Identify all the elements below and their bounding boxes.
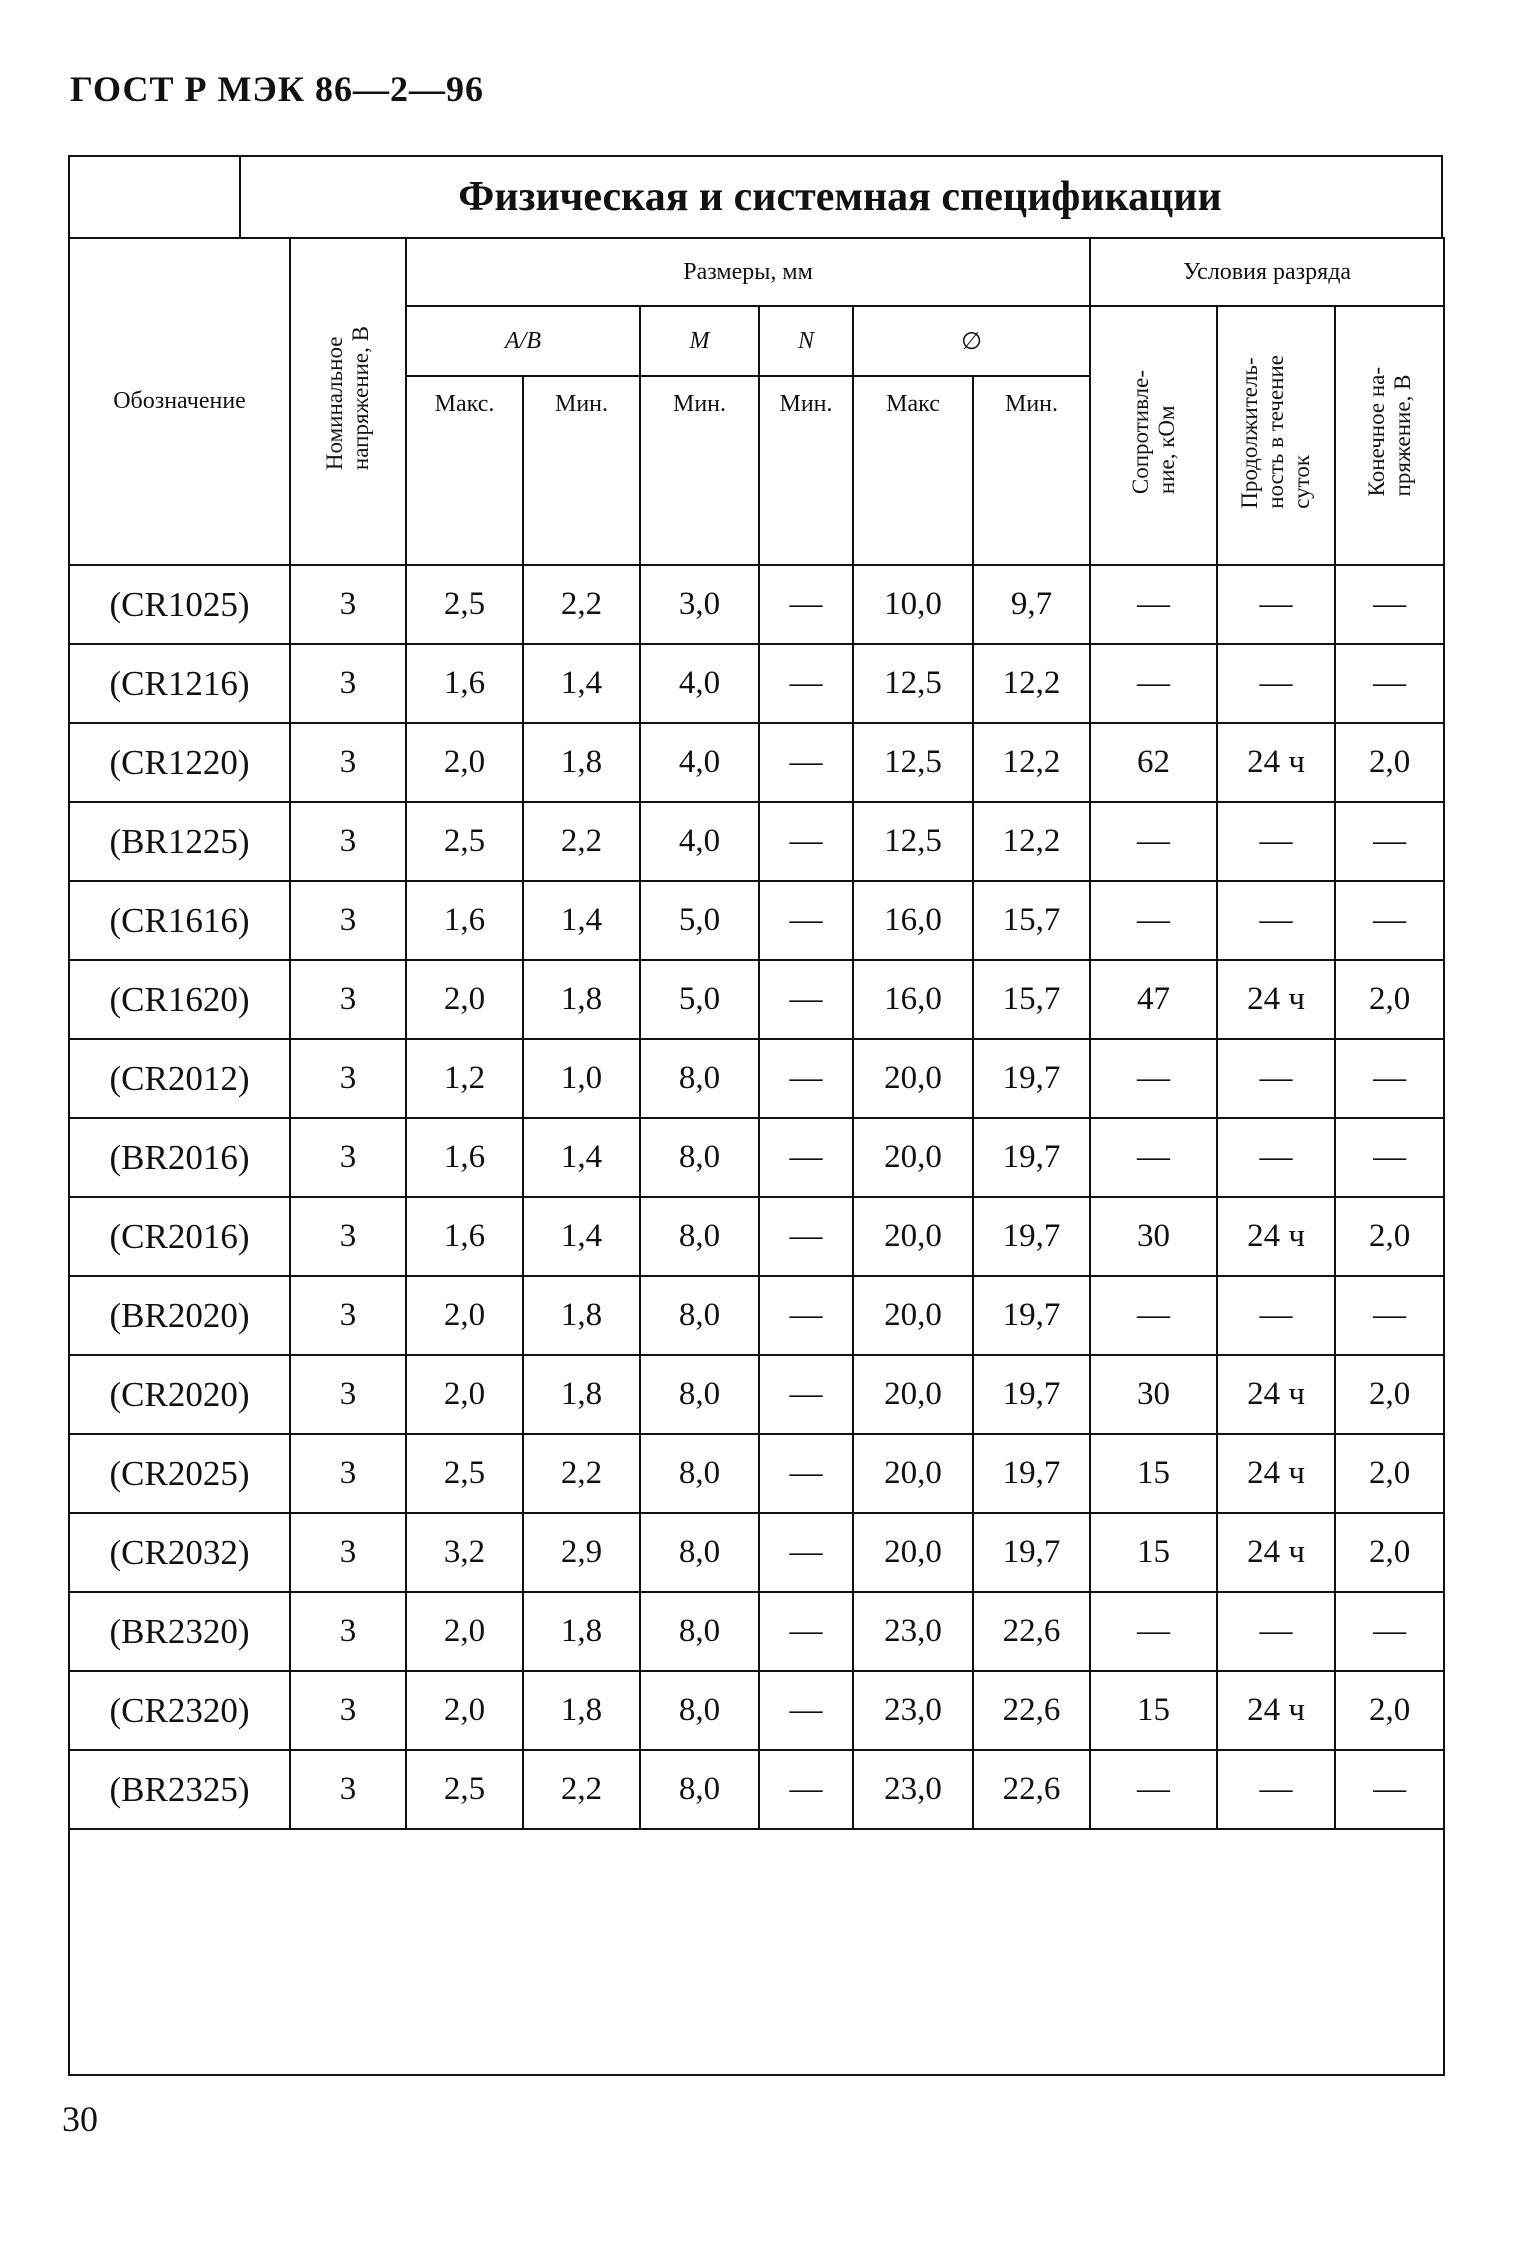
table-cell: 15,7: [973, 881, 1090, 960]
table-cell: 20,0: [853, 1434, 973, 1513]
table-cell: 2,0: [1335, 960, 1444, 1039]
table-cell: 2,2: [523, 802, 640, 881]
table-cell: —: [759, 1197, 853, 1276]
table-cell: 12,2: [973, 644, 1090, 723]
table-cell: —: [1217, 1118, 1335, 1197]
header-diameter-min: Мин.: [973, 376, 1090, 565]
header-resistance: Сопротивле- ние, кОм: [1090, 306, 1217, 565]
table-title: Физическая и системная спецификации: [458, 174, 1222, 220]
table-cell: 19,7: [973, 1513, 1090, 1592]
table-cell: 23,0: [853, 1750, 973, 1829]
table-cell: 24 ч: [1217, 960, 1335, 1039]
table-cell: —: [759, 1118, 853, 1197]
table-cell: —: [759, 723, 853, 802]
designation-cell: (BR2016): [69, 1118, 290, 1197]
header-duration: Продолжитель- ность в течение суток: [1217, 306, 1335, 565]
table-cell: —: [1217, 1592, 1335, 1671]
table-cell: 3: [290, 1592, 406, 1671]
table-cell: 30: [1090, 1355, 1217, 1434]
table-cell: 8,0: [640, 1671, 759, 1750]
table-cell: —: [759, 802, 853, 881]
table-cell: —: [1335, 1118, 1444, 1197]
table-cell: 2,5: [406, 565, 523, 644]
table-cell: 2,0: [406, 1276, 523, 1355]
table-cell: 8,0: [640, 1592, 759, 1671]
table-cell: —: [1217, 802, 1335, 881]
header-m-min: Мин.: [640, 376, 759, 565]
table-cell: 3: [290, 881, 406, 960]
table-cell: 1,6: [406, 644, 523, 723]
table-cell: —: [1335, 644, 1444, 723]
table-cell: 3: [290, 1750, 406, 1829]
table-cell: —: [1090, 1750, 1217, 1829]
table-cell: 2,0: [1335, 723, 1444, 802]
table-cell: 1,4: [523, 644, 640, 723]
title-box: [68, 155, 1443, 239]
table-cell: 2,5: [406, 802, 523, 881]
table-cell: 2,0: [406, 1671, 523, 1750]
header-diameter-max: Макс: [853, 376, 973, 565]
table-cell: 8,0: [640, 1355, 759, 1434]
header-m: M: [640, 306, 759, 376]
table-cell: 2,0: [1335, 1355, 1444, 1434]
table-row: [69, 881, 1444, 960]
table-cell: 3: [290, 1276, 406, 1355]
table-cell: 2,0: [1335, 1671, 1444, 1750]
table-cell: 2,0: [406, 1592, 523, 1671]
table-cell: 8,0: [640, 1513, 759, 1592]
table-cell: 3: [290, 960, 406, 1039]
table-cell: 1,8: [523, 1671, 640, 1750]
table-cell: 1,6: [406, 1118, 523, 1197]
table-cell: 22,6: [973, 1750, 1090, 1829]
table-cell: 3: [290, 802, 406, 881]
table-cell: 2,5: [406, 1434, 523, 1513]
table-cell: 1,6: [406, 881, 523, 960]
table-cell: —: [1217, 644, 1335, 723]
table-cell: 4,0: [640, 723, 759, 802]
header-dimensions: Размеры, мм: [406, 238, 1090, 306]
table-cell: 2,5: [406, 1750, 523, 1829]
table-cell: —: [759, 1355, 853, 1434]
table-cell: —: [759, 1671, 853, 1750]
table-cell: 3: [290, 565, 406, 644]
table-cell: 20,0: [853, 1513, 973, 1592]
table-cell: 20,0: [853, 1276, 973, 1355]
table-cell: 12,5: [853, 644, 973, 723]
designation-cell: (BR2325): [69, 1750, 290, 1829]
designation-cell: (CR1616): [69, 881, 290, 960]
table-row: [69, 960, 1444, 1039]
table-cell: 3: [290, 1039, 406, 1118]
table-cell: —: [1335, 1276, 1444, 1355]
table-cell: 24 ч: [1217, 1513, 1335, 1592]
table-row: [69, 1750, 1444, 1829]
table-cell: 8,0: [640, 1276, 759, 1355]
table-cell: 12,5: [853, 802, 973, 881]
table-cell: 15,7: [973, 960, 1090, 1039]
table-cell: 3: [290, 1118, 406, 1197]
table-cell: 20,0: [853, 1197, 973, 1276]
table-cell: —: [1335, 1750, 1444, 1829]
table-cell: 2,0: [1335, 1434, 1444, 1513]
table-cell: 3: [290, 723, 406, 802]
table-row: [69, 1118, 1444, 1197]
header-end-voltage: Конечное на- пряжение, В: [1335, 306, 1444, 565]
header-nominal-voltage: Номинальное напряжение, В: [290, 238, 406, 565]
designation-cell: (BR2020): [69, 1276, 290, 1355]
table-row: [69, 1592, 1444, 1671]
table-cell: 3,2: [406, 1513, 523, 1592]
designation-cell: (BR1225): [69, 802, 290, 881]
table-cell: 12,2: [973, 723, 1090, 802]
document-header: ГОСТ Р МЭК 86—2—96: [70, 69, 484, 109]
table-row: [69, 565, 1444, 644]
table-cell: —: [1217, 1276, 1335, 1355]
table-cell: 12,2: [973, 802, 1090, 881]
table-cell: 16,0: [853, 881, 973, 960]
table-cell: 8,0: [640, 1118, 759, 1197]
table-cell: 2,9: [523, 1513, 640, 1592]
header-diameter: ∅: [853, 306, 1090, 376]
table-cell: 1,4: [523, 1197, 640, 1276]
table-cell: —: [759, 1276, 853, 1355]
table-cell: 15: [1090, 1513, 1217, 1592]
table-cell: 19,7: [973, 1276, 1090, 1355]
table-cell: —: [1090, 1039, 1217, 1118]
table-cell: —: [759, 1750, 853, 1829]
table-cell: 4,0: [640, 802, 759, 881]
table-cell: —: [1217, 881, 1335, 960]
designation-cell: (CR1025): [69, 565, 290, 644]
table-cell: —: [759, 1039, 853, 1118]
table-cell: 5,0: [640, 881, 759, 960]
table-cell: 1,8: [523, 1355, 640, 1434]
table-row: [69, 644, 1444, 723]
designation-cell: (CR2012): [69, 1039, 290, 1118]
table-cell: 23,0: [853, 1592, 973, 1671]
table-cell: 19,7: [973, 1197, 1090, 1276]
table-cell: 62: [1090, 723, 1217, 802]
table-cell: 8,0: [640, 1434, 759, 1513]
designation-cell: (CR2320): [69, 1671, 290, 1750]
table-cell: 2,0: [1335, 1197, 1444, 1276]
table-cell: —: [759, 1434, 853, 1513]
table-row: [69, 1513, 1444, 1592]
table-cell: 2,2: [523, 1750, 640, 1829]
header-ab-max: Макс.: [406, 376, 523, 565]
table-cell: 19,7: [973, 1039, 1090, 1118]
table-cell: 2,0: [1335, 1513, 1444, 1592]
table-row: [69, 1039, 1444, 1118]
table-cell: —: [1090, 644, 1217, 723]
table-cell: —: [1335, 1039, 1444, 1118]
table-cell: —: [1335, 802, 1444, 881]
header-n-min: Мин.: [759, 376, 853, 565]
table-cell: 19,7: [973, 1355, 1090, 1434]
designation-cell: (CR2020): [69, 1355, 290, 1434]
table-cell: 20,0: [853, 1118, 973, 1197]
table-cell: 15: [1090, 1671, 1217, 1750]
table-cell: —: [759, 1592, 853, 1671]
table-cell: 24 ч: [1217, 1671, 1335, 1750]
table-cell: —: [1335, 1592, 1444, 1671]
table-row: [69, 1671, 1444, 1750]
table-cell: 8,0: [640, 1039, 759, 1118]
table-cell: 5,0: [640, 960, 759, 1039]
table-row: [69, 802, 1444, 881]
title-left-cell: [70, 157, 241, 237]
table-cell: 3: [290, 1197, 406, 1276]
table-cell: 47: [1090, 960, 1217, 1039]
table-cell: 1,8: [523, 960, 640, 1039]
table-cell: 2,0: [406, 1355, 523, 1434]
table-cell: 1,8: [523, 1592, 640, 1671]
table-row: [69, 1276, 1444, 1355]
table-cell: 4,0: [640, 644, 759, 723]
spec-table: [68, 237, 1445, 2076]
header-designation: Обозначение: [69, 238, 290, 565]
table-cell: —: [1090, 1276, 1217, 1355]
table-cell: —: [1090, 1118, 1217, 1197]
table-cell: 1,4: [523, 881, 640, 960]
table-cell: —: [759, 960, 853, 1039]
table-cell: 1,4: [523, 1118, 640, 1197]
table-cell: 10,0: [853, 565, 973, 644]
table-cell: 23,0: [853, 1671, 973, 1750]
table-cell: 3: [290, 644, 406, 723]
table-row: [69, 723, 1444, 802]
table-cell: —: [1217, 1750, 1335, 1829]
table-cell: 24 ч: [1217, 723, 1335, 802]
designation-cell: (CR1220): [69, 723, 290, 802]
table-cell: 22,6: [973, 1592, 1090, 1671]
table-cell: 2,2: [523, 565, 640, 644]
table-cell: —: [1335, 565, 1444, 644]
table-cell: 20,0: [853, 1355, 973, 1434]
table-cell: 2,0: [406, 723, 523, 802]
header-n: N: [759, 306, 853, 376]
table-cell: 30: [1090, 1197, 1217, 1276]
designation-cell: (CR1216): [69, 644, 290, 723]
table-cell: —: [759, 1513, 853, 1592]
table-cell: —: [759, 644, 853, 723]
header-discharge-conditions: Условия разряда: [1090, 238, 1444, 306]
table-cell: 19,7: [973, 1118, 1090, 1197]
table-cell: —: [759, 565, 853, 644]
table-cell: 8,0: [640, 1750, 759, 1829]
header-ab: A/B: [406, 306, 640, 376]
table-cell: 3,0: [640, 565, 759, 644]
table-cell: 1,2: [406, 1039, 523, 1118]
table-cell: 16,0: [853, 960, 973, 1039]
blank-cell: [69, 1829, 1444, 2075]
table-row: [69, 1197, 1444, 1276]
table-row: [69, 1355, 1444, 1434]
designation-cell: (CR1620): [69, 960, 290, 1039]
table-cell: 24 ч: [1217, 1197, 1335, 1276]
table-cell: —: [1335, 881, 1444, 960]
table-cell: 12,5: [853, 723, 973, 802]
designation-cell: (CR2016): [69, 1197, 290, 1276]
table-cell: 22,6: [973, 1671, 1090, 1750]
table-cell: 8,0: [640, 1197, 759, 1276]
table-cell: —: [1217, 565, 1335, 644]
table-cell: 9,7: [973, 565, 1090, 644]
table-cell: 1,0: [523, 1039, 640, 1118]
designation-cell: (CR2025): [69, 1434, 290, 1513]
table-cell: 19,7: [973, 1434, 1090, 1513]
table-cell: 2,0: [406, 960, 523, 1039]
header-ab-min: Мин.: [523, 376, 640, 565]
table-cell: —: [1217, 1039, 1335, 1118]
table-cell: 3: [290, 1355, 406, 1434]
table-cell: 20,0: [853, 1039, 973, 1118]
table-cell: —: [1090, 565, 1217, 644]
table-cell: 3: [290, 1671, 406, 1750]
table-cell: —: [1090, 1592, 1217, 1671]
table-cell: —: [1090, 802, 1217, 881]
table-cell: 15: [1090, 1434, 1217, 1513]
designation-cell: (CR2032): [69, 1513, 290, 1592]
table-cell: —: [759, 881, 853, 960]
page-number: 30: [62, 2099, 98, 2139]
table-cell: —: [1090, 881, 1217, 960]
table-cell: 1,6: [406, 1197, 523, 1276]
table-row: [69, 1434, 1444, 1513]
designation-cell: (BR2320): [69, 1592, 290, 1671]
table-cell: 2,2: [523, 1434, 640, 1513]
blank-row: [69, 1829, 1444, 2075]
table-cell: 1,8: [523, 723, 640, 802]
table-cell: 3: [290, 1513, 406, 1592]
table-cell: 1,8: [523, 1276, 640, 1355]
table-cell: 24 ч: [1217, 1434, 1335, 1513]
table-cell: 3: [290, 1434, 406, 1513]
table-cell: 24 ч: [1217, 1355, 1335, 1434]
